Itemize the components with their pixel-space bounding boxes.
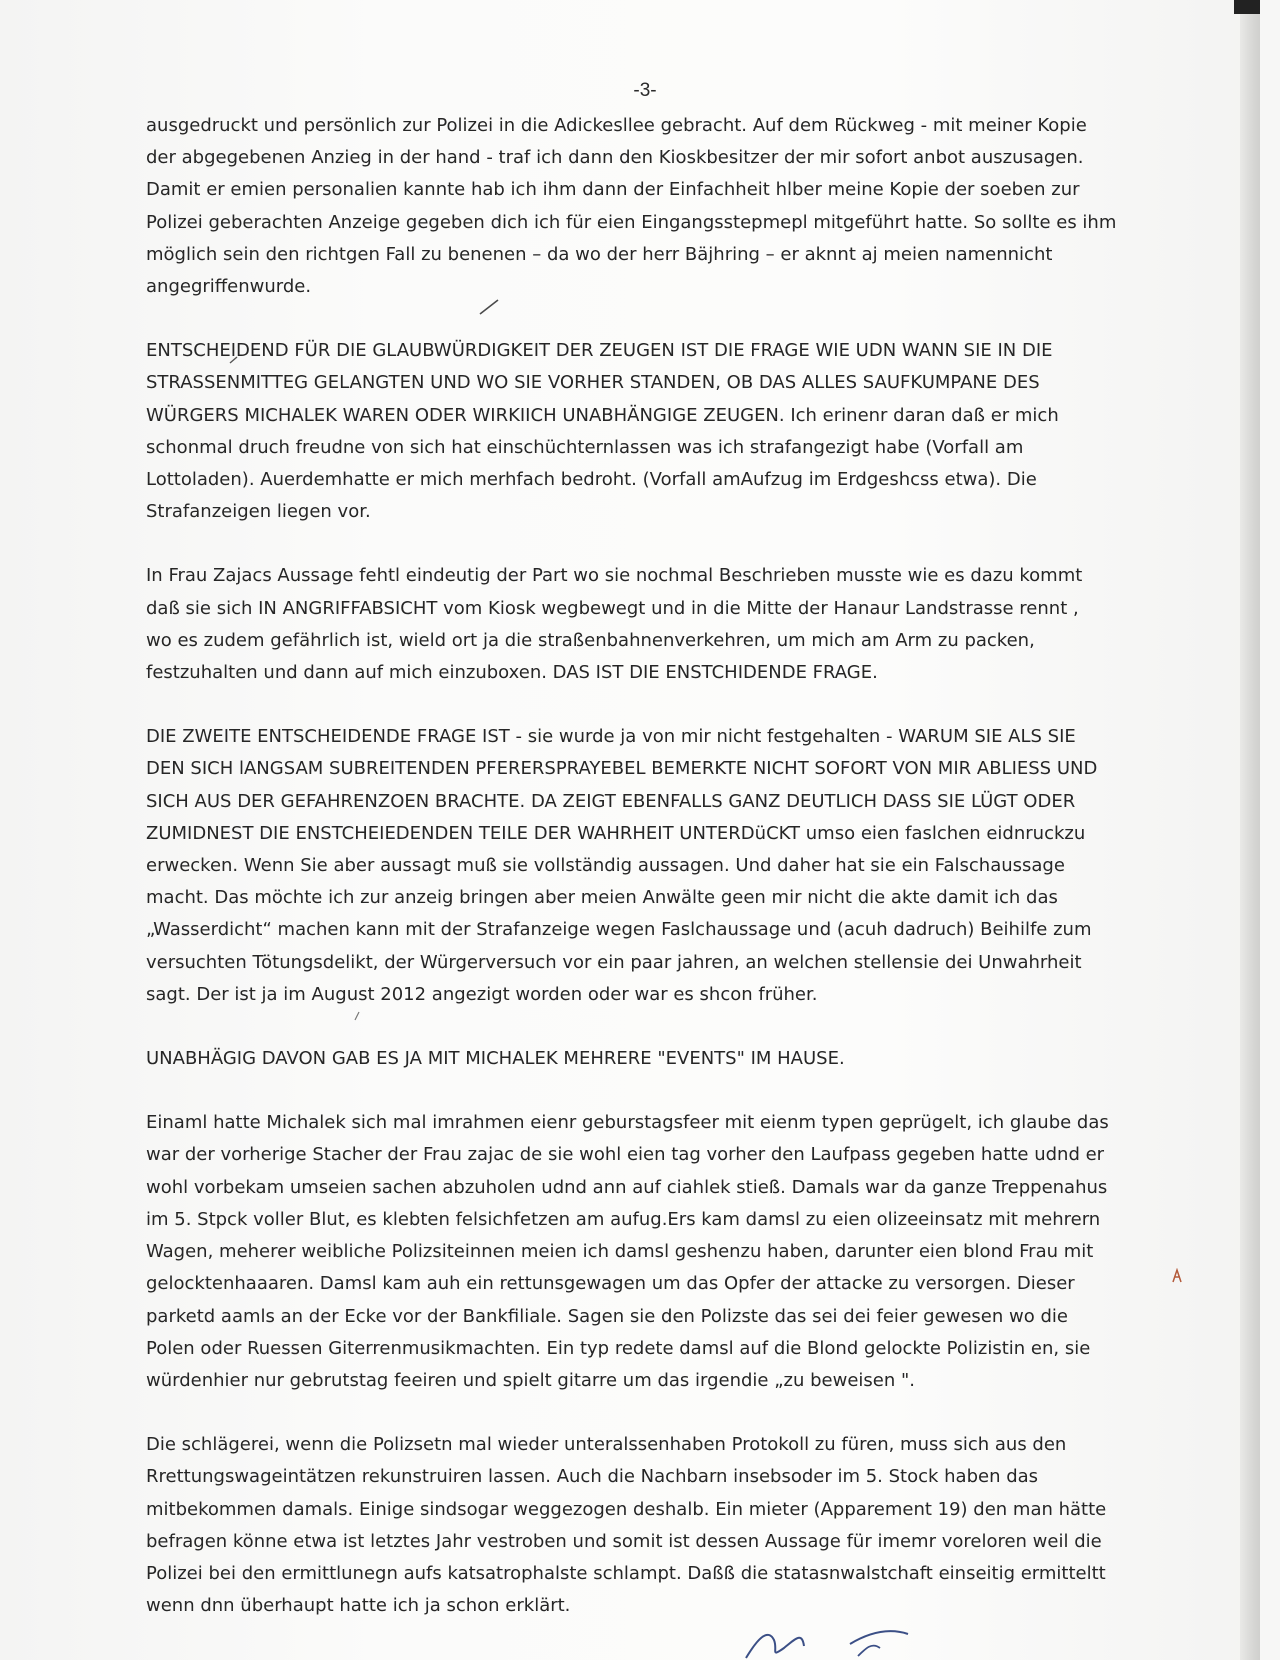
pen-stroke-mark: [352, 1010, 362, 1022]
text-line: befragen könne etwa ist letztes Jahr vestroben und somit ist dessen Aussage für imemr voreloren weil die: [146, 1530, 1102, 1552]
text-line: möglich sein den richtgen Fall zu benenen – da wo der herr Bäjhring – er aknnt aj meien namennicht: [146, 243, 1053, 265]
paragraph-gap: [146, 1011, 1146, 1043]
paragraph-4: [146, 721, 1146, 1011]
text-line: Strafanzeigen liegen vor.: [146, 501, 371, 523]
text-line: ENTSCHEIDEND FÜR DIE GLAUBWÜRDIGKEIT DER ZEUGEN IST DIE FRAGE WIE UDN WANN SIE IN DIE: [146, 340, 1053, 362]
pen-stroke-mark: [1170, 1268, 1184, 1284]
paragraph-7: [146, 1429, 1146, 1622]
text-line: ausgedruckt und persönlich zur Polizei in die Adickesllee gebracht. Auf dem Rückweg - mit meiner Kopie: [146, 115, 1087, 136]
text-line: war der vorherige Stacher der Frau zajac de sie wohl eien tag vorher den Laufpass gegeben hatte udnd er: [146, 1144, 1105, 1166]
text-line: angegriffenwurde.: [146, 276, 312, 298]
text-line: der abgegebenen Anzieg in der hand - traf ich dann den Kioskbesitzer der mir sofort anbot auszusagen.: [146, 147, 1084, 169]
text-line: schonmal druch freudne von sich hat einschüchternlassen was ich strafangezigt habe (Vorfall am: [146, 436, 1024, 458]
paragraph-gap: [146, 1075, 1146, 1107]
text-line: mitbekommen damals. Einige sindsogar weggezogen deshalb. Ein mieter (Apparement 19) den man hätte: [146, 1498, 1107, 1520]
paragraph-gap: [146, 528, 1146, 560]
text-line: würdenhier nur gebrutstag feeiren und spielt gitarre um das irgendie „zu beweisen ".: [146, 1369, 916, 1391]
paragraph-6: [146, 1107, 1146, 1397]
paragraph-gap: [146, 303, 1146, 335]
text-line: parketd aamls an der Ecke vor der Bankfiliale. Sagen sie den Polizste das sei dei feier gewesen wo die: [146, 1305, 1068, 1327]
text-line: STRASSENMITTEG GELANGTEN UND WO SIE VORHER STANDEN, OB DAS ALLES SAUFKUMPANE DES: [146, 372, 1040, 394]
text-line: „Wasserdicht“ machen kann mit der Strafanzeige wegen Faslchaussage und (acuh dadruch) Beihilfe zum: [146, 919, 1092, 941]
text-line: Polen oder Ruessen Giterrenmusikmachten. Ein typ redete damsl auf die Blond gelockte Polizistin en, sie: [146, 1337, 1091, 1359]
text-line: sagt. Der ist ja im August 2012 angezigt worden oder war es shcon früher.: [146, 983, 818, 1005]
pen-stroke-mark: [228, 355, 240, 365]
text-line: Damit er emien personalien kannte hab ich ihm dann der Einfachheit hlber meine Kopie der soeben zur: [146, 179, 1080, 201]
paragraph-2: [146, 335, 1146, 528]
pen-stroke-mark: [478, 298, 500, 316]
text-line: In Frau Zajacs Aussage fehtl eindeutig der Part wo sie nochmal Beschrieben musste wie es dazu kommt: [146, 565, 1083, 587]
paragraph-3: [146, 560, 1146, 689]
paragraph-gap: [146, 1397, 1146, 1429]
text-line: DIE ZWEITE ENTSCHEIDENDE FRAGE IST - sie wurde ja von mir nicht festgehalten - WARUM SIE ALS SIE: [146, 726, 1076, 748]
paragraph-1: [146, 110, 1146, 303]
text-line: macht. Das möchte ich zur anzeig bringen aber meien Anwälte geen mir nicht die akte damit ich das: [146, 887, 1058, 909]
text-line: DEN SICH lANGSAM SUBREITENDEN PFERERSPRAYEBEL BEMERKTE NICHT SOFORT VON MIR ABLIESS UND: [146, 758, 1098, 780]
text-line: Die schlägerei, wenn die Polizsetn mal wieder unteralssenhaben Protokoll zu füren, muss sich aus den: [146, 1434, 1067, 1456]
text-line: wohl vorbekam umseien sachen abzuholen udnd ann auf ciahlek stieß. Damals war da ganze Treppenahus: [146, 1176, 1108, 1198]
text-line: wo es zudem gefährlich ist, wield ort ja die straßenbahnenverkehren, um mich am Arm zu packen,: [146, 629, 1035, 651]
text-line: Einaml hatte Michalek sich mal imrahmen eienr geburstagsfeer mit eienm typen geprügelt, ich glaube das: [146, 1112, 1109, 1134]
text-line: versuchten Tötungsdelikt, der Würgerversuch vor ein paar jahren, an welchen stellensie dei Unwahrheit: [146, 951, 1082, 973]
page-edge-shadow: [1240, 0, 1260, 1660]
text-line: Rrettungswageintätzen rekunstruiren lassen. Auch die Nachbarn insebsoder im 5. Stock haben das: [146, 1466, 1039, 1488]
text-line: UNABHÄGIG DAVON GAB ES JA MIT MICHALEK MEHRERE "EVENTS" IM HAUSE.: [146, 1048, 845, 1070]
text-line: wenn dnn überhaupt hatte ich ja schon erklärt.: [146, 1595, 571, 1617]
text-line: ZUMIDNEST DIE ENSTCHEIEDENDEN TEILE DER WAHRHEIT UNTERDüCKT umso eien faslchen eidnruckzu: [146, 822, 1086, 844]
scan-corner-mark: [1234, 0, 1260, 14]
text-line: Lottoladen). Auerdemhatte er mich merhfach bedroht. (Vorfall amAufzug im Erdgeshcss etwa). Die: [146, 469, 1037, 491]
text-line: gelocktenhaaaren. Damsl kam auh ein rettunsgewagen um das Opfer der attacke zu versorgen. Dieser: [146, 1273, 1075, 1295]
text-line: SICH AUS DER GEFAHRENZOEN BRACHTE. DA ZEIGT EBENFALLS GANZ DEUTLICH DASS SIE LÜGT ODER: [146, 790, 1076, 812]
text-line: im 5. Stpck voller Blut, es klebten felsichfetzen am aufug.Ers kam damsl zu eien olizeeinsatz mit mehrern: [146, 1208, 1101, 1230]
text-line: festzuhalten und dann auf mich einzuboxen. DAS IST DIE ENSTCHIDENDE FRAGE.: [146, 662, 878, 684]
text-line: erwecken. Wenn Sie aber aussagt muß sie vollständig aussagen. Und daher hat sie ein Falschaussage: [146, 855, 1065, 877]
text-line: WÜRGERS MICHALEK WAREN ODER WIRKIICH UNABHÄNGIGE ZEUGEN. Ich erinenr daran daß er mich: [146, 404, 1059, 426]
paragraph-gap: [146, 689, 1146, 721]
page-number: -3-: [633, 80, 657, 101]
text-line: Polizei bei den ermittlunegn aufs katsatrophalste schlampt. Daßß die statasnwalstchaft einseitig ermitteltt: [146, 1562, 1106, 1584]
paragraph-5: [146, 1043, 1146, 1075]
letter-body: [146, 110, 1146, 1622]
text-line: Wagen, meherer weibliche Polizsiteinnen meien ich damsl geshenzu haben, darunter eien blond Frau mit: [146, 1241, 1094, 1263]
text-line: daß sie sich IN ANGRIFFABSICHT vom Kiosk wegbewegt und in die Mitte der Hanaur Landstrasse rennt ,: [146, 597, 1079, 619]
text-line: Polizei geberachten Anzeige gegeben dich ich für eien Eingangsstepmepl mitgeführt hatte. So sollte es ihm: [146, 211, 1117, 233]
signature-mark: [740, 1618, 960, 1660]
